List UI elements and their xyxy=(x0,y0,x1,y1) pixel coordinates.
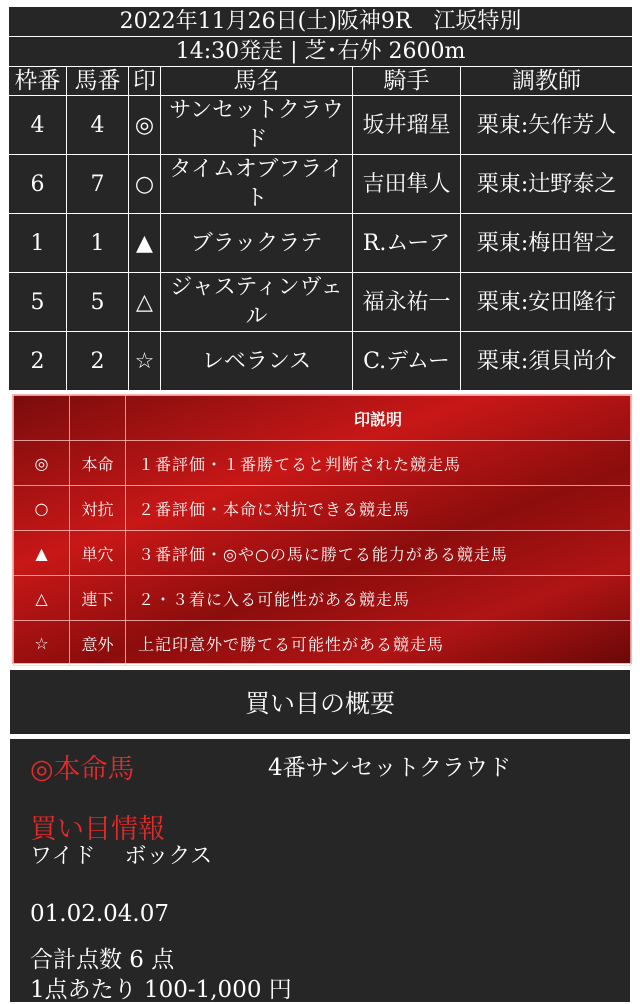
legend-desc: ２番評価・本命に対抗できる競走馬 xyxy=(126,486,631,531)
legend-desc: １番評価・１番勝てると判断された競走馬 xyxy=(126,441,631,486)
buy-summary-header: 買い目の概要 xyxy=(10,670,630,734)
jockey-cell: 坂井瑠星 xyxy=(353,96,461,155)
waku-cell: 5 xyxy=(9,273,67,332)
mark-cell: ◎ xyxy=(129,96,161,155)
waku-cell: 2 xyxy=(9,332,67,391)
col-header-horse-name: 馬名 xyxy=(161,67,353,96)
jockey-cell: C.デムー xyxy=(353,332,461,391)
trainer-cell: 栗東:辻野泰之 xyxy=(461,155,633,214)
umaban-cell: 5 xyxy=(67,273,129,332)
legend-row xyxy=(14,441,631,486)
mark-cell: ○ xyxy=(129,155,161,214)
table-row xyxy=(9,155,633,214)
waku-cell: 4 xyxy=(9,96,67,155)
col-header-jockey: 騎手 xyxy=(353,67,461,96)
jockey-cell: 吉田隼人 xyxy=(353,155,461,214)
horse-name-cell: タイムオブフライト xyxy=(161,155,353,214)
race-subtitle: 14:30発走 | 芝･右外 2600m xyxy=(9,37,633,67)
legend-title: 印説明 xyxy=(126,396,631,441)
mark-cell: ▲ xyxy=(129,214,161,273)
bet-type: ワイド ボックス xyxy=(30,844,213,869)
race-title: 2022年11月26日(土)阪神9R 江坂特別 xyxy=(9,7,633,37)
bet-combinations: 01.02.04.07 xyxy=(30,901,169,927)
mark-legend xyxy=(12,394,632,664)
trainer-cell: 栗東:須貝尚介 xyxy=(461,332,633,391)
double-circle-icon: ◎ xyxy=(14,441,70,486)
jockey-cell: R.ムーア xyxy=(353,214,461,273)
col-header-trainer: 調教師 xyxy=(461,67,633,96)
legend-label: 本命 xyxy=(70,441,126,486)
legend-desc: ２・３着に入る可能性がある競走馬 xyxy=(126,576,631,621)
legend-header-blank xyxy=(70,396,126,441)
honmei-horse: 4番サンセットクラウド xyxy=(268,755,512,781)
table-row xyxy=(9,96,633,155)
col-header-mark: 印 xyxy=(129,67,161,96)
legend-header-blank xyxy=(14,396,70,441)
legend-label: 意外 xyxy=(70,621,126,666)
umaban-cell: 4 xyxy=(67,96,129,155)
waku-cell: 6 xyxy=(9,155,67,214)
mark-cell: △ xyxy=(129,273,161,332)
umaban-cell: 7 xyxy=(67,155,129,214)
col-header-umaban: 馬番 xyxy=(67,67,129,96)
table-row xyxy=(9,332,633,391)
honmei-label: ◎本命馬 xyxy=(30,754,135,785)
race-table xyxy=(8,6,633,391)
unit-stake: 1点あたり 100-1,000 円 xyxy=(30,977,292,1003)
legend-row xyxy=(14,531,631,576)
buy-summary-panel xyxy=(10,739,630,1002)
horse-name-cell: ブラックラテ xyxy=(161,214,353,273)
table-row xyxy=(9,273,633,332)
jockey-cell: 福永祐一 xyxy=(353,273,461,332)
trainer-cell: 栗東:梅田智之 xyxy=(461,214,633,273)
legend-row xyxy=(14,576,631,621)
umaban-cell: 2 xyxy=(67,332,129,391)
circle-icon: ○ xyxy=(14,486,70,531)
mark-cell: ☆ xyxy=(129,332,161,391)
legend-desc: ３番評価・◎や○の馬に勝てる能力がある競走馬 xyxy=(126,531,631,576)
trainer-cell: 栗東:安田隆行 xyxy=(461,273,633,332)
horse-name-cell: ジャスティンヴェル xyxy=(161,273,353,332)
legend-row xyxy=(14,621,631,666)
col-header-waku: 枠番 xyxy=(9,67,67,96)
kaime-label: 買い目情報 xyxy=(30,814,165,845)
horse-name-cell: サンセットクラウド xyxy=(161,96,353,155)
trainer-cell: 栗東:矢作芳人 xyxy=(461,96,633,155)
total-points: 合計点数 6 点 xyxy=(30,947,175,973)
legend-desc: 上記印意外で勝てる可能性がある競走馬 xyxy=(126,621,631,666)
triangle-icon: △ xyxy=(14,576,70,621)
waku-cell: 1 xyxy=(9,214,67,273)
legend-label: 単穴 xyxy=(70,531,126,576)
legend-label: 対抗 xyxy=(70,486,126,531)
legend-label: 連下 xyxy=(70,576,126,621)
legend-row xyxy=(14,486,631,531)
table-row xyxy=(9,214,633,273)
umaban-cell: 1 xyxy=(67,214,129,273)
horse-name-cell: レベランス xyxy=(161,332,353,391)
star-icon: ☆ xyxy=(14,621,70,666)
filled-triangle-icon: ▲ xyxy=(14,531,70,576)
